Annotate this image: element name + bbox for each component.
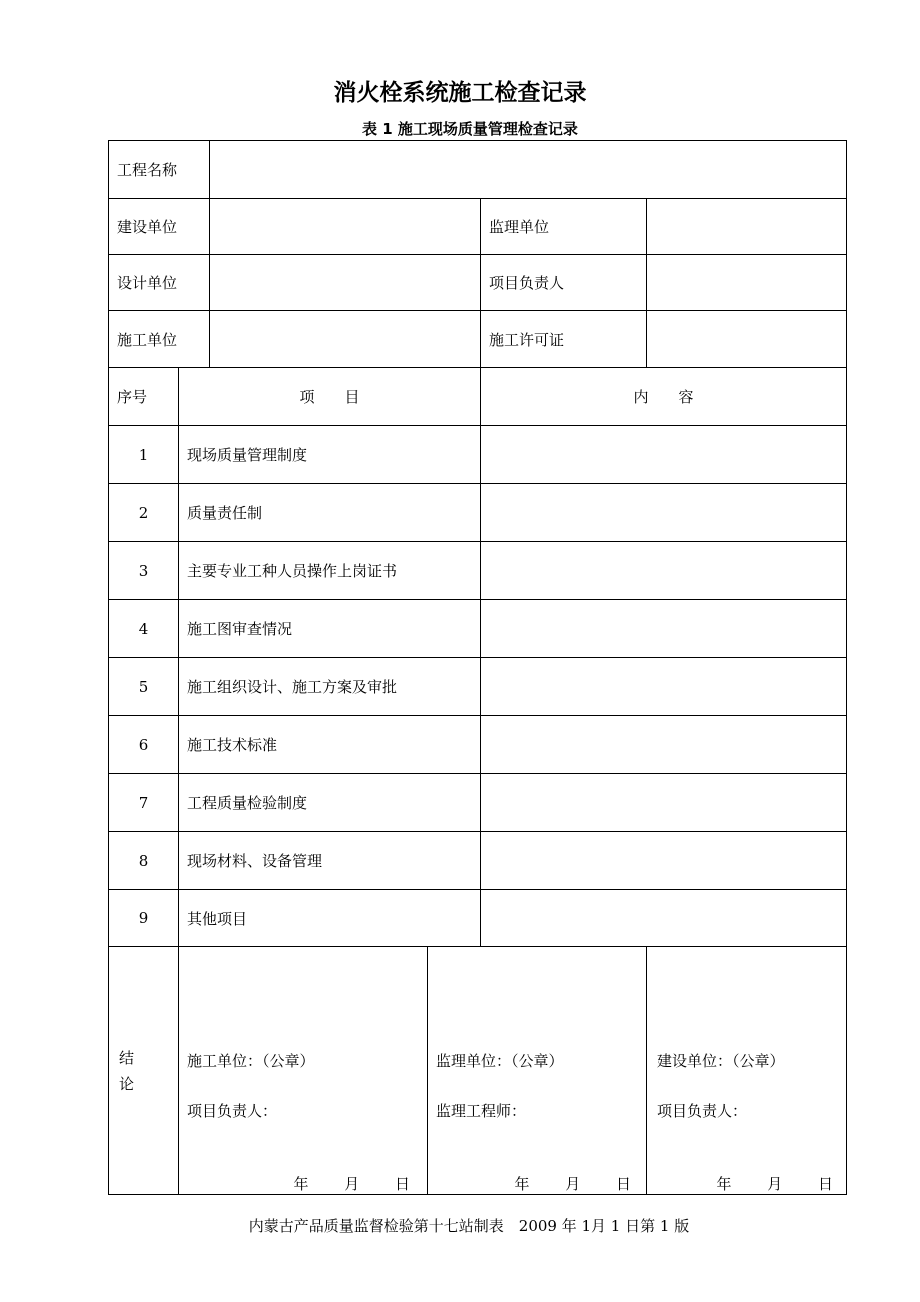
owner-signature-cell[interactable]: [647, 947, 847, 1195]
row-contractor: [109, 311, 847, 368]
row-content-field[interactable]: [481, 542, 847, 600]
row-item: 施工组织设计、施工方案及审批: [179, 658, 481, 716]
supervisor-signature-cell[interactable]: [428, 947, 647, 1195]
row-content-field[interactable]: [481, 716, 847, 774]
contractor-seal-label: 施工单位：（公章）: [187, 1052, 315, 1070]
inspection-table: [108, 140, 847, 1195]
content-header: 内 容: [481, 368, 847, 426]
row-number: 4: [109, 600, 179, 658]
conclusion-label-line2: 论: [119, 1074, 135, 1093]
owner-person-label: 项目负责人：: [657, 1102, 748, 1120]
project-name-label: 工程名称: [109, 141, 210, 199]
supervisor-date: [514, 1173, 646, 1194]
date-month: 月: [344, 1175, 360, 1193]
supervision-unit-label: 监理单位: [481, 199, 647, 255]
row-item: 主要专业工种人员操作上岗证书: [179, 542, 481, 600]
contractor-date: [293, 1173, 427, 1194]
row-number: 1: [109, 426, 179, 484]
contractor-signature-cell[interactable]: [179, 947, 428, 1195]
table-row: [109, 542, 847, 600]
row-content-field[interactable]: [481, 832, 847, 890]
row-item: 质量责任制: [179, 484, 481, 542]
contractor-field[interactable]: [210, 311, 481, 368]
row-item: 施工图审查情况: [179, 600, 481, 658]
row-item: 现场材料、设备管理: [179, 832, 481, 890]
conclusion-label: [109, 947, 179, 1195]
row-number: 9: [109, 890, 179, 947]
table-row: [109, 890, 847, 947]
table-row: [109, 716, 847, 774]
supervisor-seal-label: 监理单位：（公章）: [436, 1052, 564, 1070]
supervision-unit-field[interactable]: [647, 199, 847, 255]
row-number: 8: [109, 832, 179, 890]
project-manager-field[interactable]: [647, 255, 847, 311]
date-month: 月: [767, 1175, 783, 1193]
owner-date: [716, 1173, 846, 1194]
conclusion-label-line1: 结: [119, 1048, 135, 1067]
design-unit-label: 设计单位: [109, 255, 210, 311]
date-day: 日: [616, 1175, 632, 1193]
construction-owner-field[interactable]: [210, 199, 481, 255]
construction-owner-label: 建设单位: [109, 199, 210, 255]
item-header: 项 目: [179, 368, 481, 426]
date-year: 年: [293, 1175, 309, 1193]
table-row: [109, 774, 847, 832]
row-number: 5: [109, 658, 179, 716]
row-content-field[interactable]: [481, 774, 847, 832]
row-project-name: [109, 141, 847, 199]
row-content-field[interactable]: [481, 484, 847, 542]
date-day: 日: [818, 1175, 834, 1193]
row-owner: [109, 199, 847, 255]
row-content-field[interactable]: [481, 600, 847, 658]
date-year: 年: [514, 1175, 530, 1193]
table-row: [109, 484, 847, 542]
supervisor-person-label: 监理工程师：: [436, 1102, 527, 1120]
page-footer: 内蒙古产品质量监督检验第十七站制表 2009 年 1月 1 日第 1 版: [248, 1217, 690, 1235]
row-item: 其他项目: [179, 890, 481, 947]
date-year: 年: [716, 1175, 732, 1193]
table-row: [109, 658, 847, 716]
table-row: [109, 600, 847, 658]
permit-label: 施工许可证: [481, 311, 647, 368]
row-number: 2: [109, 484, 179, 542]
date-day: 日: [395, 1175, 411, 1193]
conclusion-row: [109, 947, 847, 1195]
seq-header: 序号: [109, 368, 179, 426]
table-caption: 表 1 施工现场质量管理检查记录: [362, 120, 578, 138]
row-item: 施工技术标准: [179, 716, 481, 774]
row-content-field[interactable]: [481, 426, 847, 484]
row-item: 现场质量管理制度: [179, 426, 481, 484]
date-month: 月: [565, 1175, 581, 1193]
table-row: [109, 426, 847, 484]
owner-seal-label: 建设单位：（公章）: [657, 1052, 785, 1070]
table-row: [109, 832, 847, 890]
page-title: 消火栓系统施工检查记录: [333, 80, 587, 106]
project-manager-label: 项目负责人: [481, 255, 647, 311]
row-number: 3: [109, 542, 179, 600]
header-row: [109, 368, 847, 426]
row-number: 6: [109, 716, 179, 774]
project-name-field[interactable]: [210, 141, 847, 199]
contractor-label: 施工单位: [109, 311, 210, 368]
row-content-field[interactable]: [481, 658, 847, 716]
permit-field[interactable]: [647, 311, 847, 368]
contractor-person-label: 项目负责人：: [187, 1102, 278, 1120]
row-content-field[interactable]: [481, 890, 847, 947]
design-unit-field[interactable]: [210, 255, 481, 311]
row-number: 7: [109, 774, 179, 832]
row-item: 工程质量检验制度: [179, 774, 481, 832]
row-design: [109, 255, 847, 311]
